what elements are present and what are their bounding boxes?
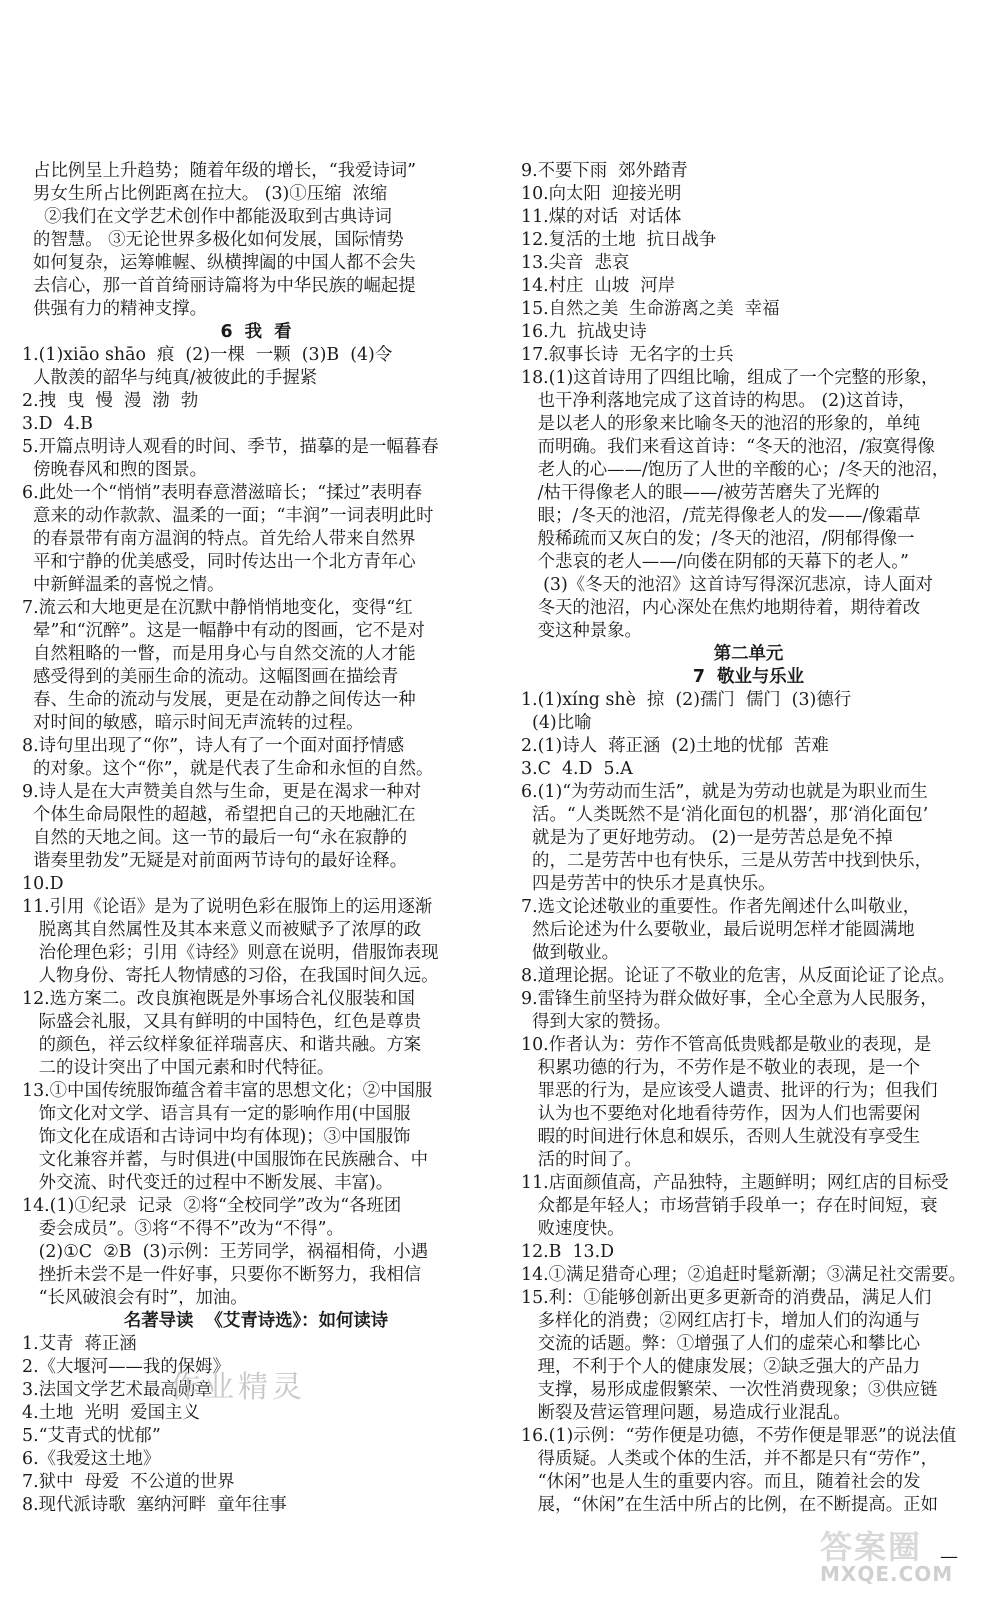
answer-line: 9.雷锋生前坚持为群众做好事，全心全意为人民服务，: [521, 989, 938, 1009]
answer-line: 8.现代派诗歌 塞纳河畔 童年往事: [22, 1495, 287, 1515]
answer-line: 积累功德的行为，不劳作是不敬业的表现，是一个: [521, 1058, 921, 1078]
left-column: [22, 160, 490, 1517]
answer-line: 9.诗人是在大声赞美自然与生命，更是在渴求一种对: [22, 782, 422, 802]
answer-line: 交流的话题。弊：①增强了人们的虚荣心和攀比心: [521, 1334, 921, 1354]
answer-line: 四是劳苦中的快乐才是真快乐。: [521, 874, 776, 894]
answer-line: 暇的时间进行休息和娱乐，否则人生就没有享受生: [521, 1127, 921, 1147]
answer-line: 12.复活的土地 抗日战争: [521, 230, 717, 250]
answer-line: 就是为了更好地劳动。 (2)一是劳苦总是免不掉: [521, 828, 893, 848]
answer-line: “休闲”也是人生的重要内容。而且，随着社会的发: [521, 1472, 921, 1492]
watermark-logo-bottom: MXQE.COM: [820, 1562, 954, 1586]
answer-line: 5.开篇点明诗人观看的时间、季节，描摹的是一幅暮春: [22, 437, 439, 457]
answer-line: 的颜色，祥云纹样象征祥瑞喜庆、和谐共融。方案: [22, 1035, 422, 1055]
answer-line: 4.土地 光明 爱国主义: [22, 1403, 200, 1423]
answer-line: 个体生命局限性的超越，希望把自己的天地融汇在: [22, 805, 416, 825]
answer-line: 10.向太阳 迎接光明: [521, 184, 682, 204]
answer-line: 委会成员”。③将“不得不”改为“不得”。: [22, 1219, 344, 1239]
watermark-text: 作业精灵: [170, 1370, 306, 1405]
answer-line: 而明确。我们来看这首诗：“冬天的池沼，/寂寞得像: [521, 437, 935, 457]
answer-line: 8.道理论据。论证了不敬业的危害，从反面论证了论点。: [521, 966, 955, 986]
answer-line: 是以老人的形象来比喻冬天的池沼的形象的，单纯: [521, 414, 921, 434]
answer-line: 理，不利于个人的健康发展；②缺乏强大的产品力: [521, 1357, 921, 1377]
answer-line: /枯干得像老人的眼——/被劳苦磨失了光辉的: [521, 483, 880, 503]
right-column: [521, 160, 976, 1517]
answer-line: 7.流云和大地更是在沉默中静悄悄地变化，变得“红: [22, 598, 413, 618]
answer-line: “长风破浪会有时”，加油。: [22, 1288, 248, 1308]
answer-line: 14.(1)①纪录 记录 ②将“全校同学”改为“各班团: [22, 1196, 402, 1216]
answer-line: 去信心，那一首首绮丽诗篇将为中华民族的崛起提: [22, 276, 416, 296]
answer-line: 对时间的敏感，暗示时间无声流转的过程。: [22, 713, 364, 733]
answer-line: 支撑，易形成虚假繁荣、一次性消费现象；③供应链: [521, 1380, 938, 1400]
answer-line: 意来的动作款款、温柔的一面；“丰润”一词表明此时: [22, 506, 434, 526]
answer-line: 16.(1)示例：“劳作便是功德，不劳作便是罪恶”的说法值: [521, 1426, 957, 1446]
answer-line: 饰文化在成语和古诗词中均有体现)；③中国服饰: [22, 1127, 411, 1147]
answer-line: 然后论述为什么要敬业，最后说明怎样才能圆满地: [521, 920, 915, 940]
answer-line: 7.狱中 母爱 不公道的世界: [22, 1472, 235, 1492]
answer-line: 男女生所占比例距离在拉大。 (3)①压缩 浓缩: [22, 184, 388, 204]
answer-line: 傍晚春风和煦的图景。: [22, 460, 207, 480]
answer-line: 如何复杂，运筹帷幄、纵横捭阖的中国人都不会失: [22, 253, 416, 273]
answer-line: 自然的天地之间。这一节的最后一句“永在寂静的: [22, 828, 408, 848]
answer-line: 供强有力的精神支撑。: [22, 299, 207, 319]
answer-line: 也干净利落地完成了这首诗的构思。 (2)这首诗，: [521, 391, 916, 411]
answer-line: (2)①C ②B (3)示例：王芳同学，祸福相倚，小遇: [22, 1242, 429, 1262]
answer-line: 2.(1)诗人 蒋正涵 (2)土地的忧郁 苦难: [521, 736, 829, 756]
answer-line: 感受得到的美丽生命的流动。这幅图画在描绘青: [22, 667, 399, 687]
answer-line: 的，二是劳苦中也有快乐，三是从劳苦中找到快乐，: [521, 851, 933, 871]
page-footer-mark: —: [940, 1546, 958, 1567]
answer-line: 际盛会礼服，又具有鲜明的中国特色，红色是尊贵: [22, 1012, 422, 1032]
answer-line: 11.煤的对话 对话体: [521, 207, 682, 227]
answer-line: 15.自然之美 生命游离之美 幸福: [521, 299, 780, 319]
answer-line: 饰文化对文学、语言具有一定的影响作用(中国服: [22, 1104, 411, 1124]
answer-line: 10.作者认为：劳作不管高低贵贱都是敬业的表现，是: [521, 1035, 932, 1055]
answer-line: 3.D 4.B: [22, 414, 93, 434]
answer-line: 得质疑。人类或个体的生活，并不都是只有“劳作”，: [521, 1449, 938, 1469]
answer-line: 得到大家的赞扬。: [521, 1012, 672, 1032]
answer-line: 断裂及营运管理问题，易造成行业混乱。: [521, 1403, 851, 1423]
watermark-logo-top: 答案圈: [820, 1528, 923, 1566]
answer-line: 2.《大堰河——我的保姆》: [22, 1357, 230, 1377]
answer-line: 文化兼容并蓄，与时俱进(中国服饰在民族融合、中: [22, 1150, 428, 1170]
answer-line: ②我们在文学艺术创作中都能汲取到古典诗词: [22, 207, 392, 227]
answer-line: 6.此处一个“悄悄”表明春意潜滋暗长；“揉过”表明春: [22, 483, 422, 503]
section-heading: 名著导读 《艾青诗选》：如何读诗: [123, 1311, 389, 1331]
answer-line: 14.村庄 山坡 河岸: [521, 276, 676, 296]
answer-line: 2.拽 曳 慢 漫 渤 勃: [22, 391, 199, 411]
answer-line: 人物身份、寄托人物情感的习俗，在我国时间久远。: [22, 966, 439, 986]
answer-line: 6.(1)“为劳动而生活”，就是为劳动也就是为职业而生: [521, 782, 928, 802]
answer-line: 般稀疏而又灰白的发；/冬天的池沼，/阴郁得像一: [521, 529, 915, 549]
answer-line: 1.(1)xiāo shāo 痕 (2)一棵 一颗 (3)B (4)令: [22, 345, 393, 365]
answer-line: 7.选文论述敬业的重要性。作者先阐述什么叫敬业，: [521, 897, 921, 917]
answer-line: 外交流、时代变迁的过程中不断发展、丰富)。: [22, 1173, 394, 1193]
answer-line: 13.尖音 悲哀: [521, 253, 630, 273]
answer-line: 自然粗略的一瞥，而是用身心与自然交流的人才能: [22, 644, 416, 664]
answer-line: 变这种景象。: [521, 621, 642, 641]
answer-line: 老人的心——/饱历了人世的辛酸的心；/冬天的池沼，: [521, 460, 950, 480]
answer-line: 冬天的池沼，内心深处在焦灼地期待着，期待着改: [521, 598, 921, 618]
answer-line: 活的时间了。: [521, 1150, 642, 1170]
answer-line: 众都是年轻人；市场营销手段单一；存在时间短，衰: [521, 1196, 938, 1216]
answer-line: 败速度快。: [521, 1219, 625, 1239]
answer-line: 1.(1)xíng shè 掠 (2)孺门 儒门 (3)德行: [521, 690, 852, 710]
answer-line: 二的设计突出了中国元素和时代特征。: [22, 1058, 335, 1078]
section-heading: 7 敬业与乐业: [692, 667, 805, 687]
answer-line: 1.艾青 蒋正涵: [22, 1334, 137, 1354]
answer-line: 眼；/冬天的池沼，/荒芜得像老人的发——/像霜草: [521, 506, 921, 526]
answer-line: (4)比喻: [521, 713, 592, 733]
section-heading: 第二单元: [713, 644, 784, 664]
answer-line: 的春景带有南方温润的特点。首先给人带来自然界: [22, 529, 416, 549]
answer-line: 脱离其自然属性及其本来意义而被赋予了浓厚的政: [22, 920, 422, 940]
answer-line: 17.叙事长诗 无名字的士兵: [521, 345, 734, 365]
answer-line: 认为也不要绝对化地看待劳作，因为人们也需要闲: [521, 1104, 921, 1124]
answer-line: 挫折未尝不是一件好事，只要你不断努力，我相信: [22, 1265, 422, 1285]
answer-line: 14.①满足猎奇心理；②追赶时髦新潮；③满足社交需要。: [521, 1265, 967, 1285]
answer-line: 罪恶的行为，是应该受人谴责、批评的行为；但我们: [521, 1081, 938, 1101]
answer-line: 个悲哀的老人——/向偻在阴郁的天幕下的老人。”: [521, 552, 909, 572]
answer-line: 5.“艾青式的忧郁”: [22, 1426, 161, 1446]
answer-line: 12.B 13.D: [521, 1242, 615, 1262]
answer-line: 6.《我爱这土地》: [22, 1449, 161, 1469]
answer-line: 15.利：①能够创新出更多更新奇的消费品，满足人们: [521, 1288, 932, 1308]
answer-line: 9.不要下雨 郊外踏青: [521, 161, 688, 181]
answer-line: 平和宁静的优美感受，同时传达出一个北方青年心: [22, 552, 416, 572]
answer-line: 3.法国文学艺术最高勋章: [22, 1380, 213, 1400]
answer-line: 的智慧。 ③无论世界多极化如何发展，国际情势: [22, 230, 404, 250]
answer-line: 的对象。这个“你”，就是代表了生命和永恒的自然。: [22, 759, 434, 779]
answer-line: 11.店面颜值高，产品独特，主题鲜明；网红店的目标受: [521, 1173, 949, 1193]
answer-line: 占比例呈上升趋势；随着年级的增长，“我爱诗词”: [22, 161, 417, 181]
answer-line: 谐奏里勃发”无疑是对前面两节诗句的最好诠释。: [22, 851, 408, 871]
answer-line: 中新鲜温柔的喜悦之情。: [22, 575, 225, 595]
answer-line: 人散羡的韶华与纯真/被彼此的手握紧: [22, 368, 318, 388]
answer-line: 展，“休闲”在生活中所占的比例，在不断提高。正如: [521, 1495, 938, 1515]
answer-line: 18.(1)这首诗用了四组比喻，组成了一个完整的形象，: [521, 368, 939, 388]
answer-line: 做到敬业。: [521, 943, 620, 963]
answer-line: 春、生命的流动与发展，更是在动静之间传达一种: [22, 690, 416, 710]
answer-line: 多样化的消费；②网红店打卡，增加人们的沟通与: [521, 1311, 921, 1331]
watermark-logo: [820, 1522, 980, 1594]
answer-line: (3)《冬天的池沼》这首诗写得深沉悲凉，诗人面对: [521, 575, 933, 595]
answer-line: 12.选方案二。改良旗袍既是外事场合礼仪服装和国: [22, 989, 415, 1009]
answer-line: 8.诗句里出现了“你”，诗人有了一个面对面抒情感: [22, 736, 405, 756]
answer-line: 11.引用《论语》是为了说明色彩在服饰上的运用逐渐: [22, 897, 433, 917]
answer-line: 3.C 4.D 5.A: [521, 759, 633, 779]
section-heading: 6 我 看: [220, 322, 292, 342]
answer-line: 10.D: [22, 874, 64, 894]
answer-line: 活。“人类既然不是‘消化面包的机器’，那‘消化面包’: [521, 805, 929, 825]
answer-line: 治伦理色彩；引用《诗经》则意在说明，借服饰表现: [22, 943, 439, 963]
answer-line: 晕”和“沉醉”。这是一幅静中有动的图画，它不是对: [22, 621, 425, 641]
answer-line: 16.九 抗战史诗: [521, 322, 647, 342]
answer-line: 13.①中国传统服饰蕴含着丰富的思想文化；②中国服: [22, 1081, 433, 1101]
